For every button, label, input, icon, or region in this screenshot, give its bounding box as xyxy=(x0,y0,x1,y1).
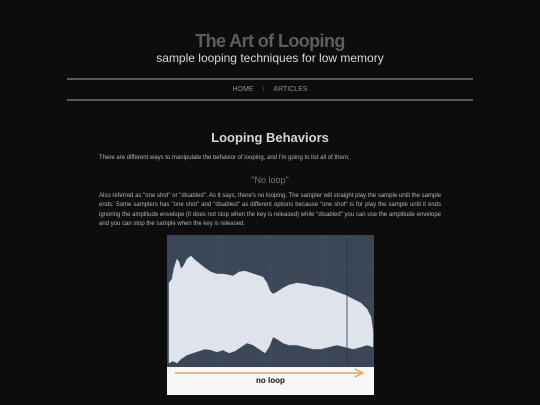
nav-articles-link[interactable]: ARTICLES xyxy=(273,86,308,93)
nav-separator: / xyxy=(262,86,265,93)
section-title: "No loop" xyxy=(251,175,289,185)
nav-home-link[interactable]: HOME xyxy=(232,86,254,93)
site-subtitle: sample looping techniques for low memory xyxy=(156,51,384,65)
article-heading: Looping Behaviors xyxy=(211,130,329,145)
site-title[interactable]: The Art of Looping xyxy=(195,31,345,51)
nav-top-divider xyxy=(67,78,473,80)
no-loop-figure xyxy=(167,235,374,395)
waveform-image xyxy=(167,235,374,367)
article-intro: There are different ways to manipulate the behavior of looping, and I'm going to list all of them: xyxy=(99,155,350,161)
main-nav xyxy=(0,86,540,93)
section-body: Also referred as "one shot" or "disabled". As it says, there's no looping. The sampler will straight play the sample until the sample ends. Some samplers has "one shot" and "disabled" as different options because "one shot" is for play the sample until it ends ignoring the amplitude envelope (it does not stop when the key is released) while "disabled" you can use the amplitude envelope and you can stop the sample when the key is released. xyxy=(99,193,441,227)
nav-bottom-divider xyxy=(67,99,473,101)
figure-caption: no loop xyxy=(256,376,285,385)
